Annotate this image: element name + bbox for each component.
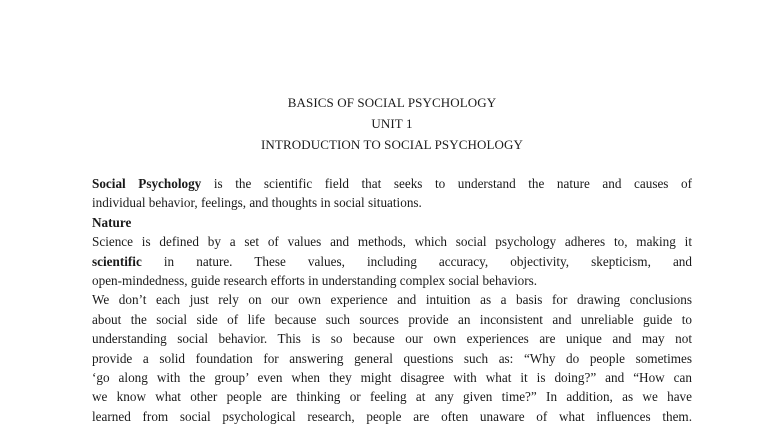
- nature-line-1: Science is defined by a set of values and methods, which social psychology adheres to, making it: [92, 234, 692, 250]
- nature-line-3: open-mindedness, guide research efforts in understanding complex social behaviors.: [92, 272, 538, 288]
- nature-line-2: [92, 252, 692, 271]
- unit-title: INTRODUCTION TO SOCIAL PSYCHOLOGY: [261, 137, 523, 152]
- intro-line-1: [92, 174, 692, 193]
- document-heading: [0, 92, 784, 155]
- experience-line-6: we know what other people are thinking or feeling at any given time?” In addition, as we have: [92, 389, 692, 405]
- nature-line-2-text: in nature. These values, including accuracy, objectivity, skepticism, and: [141, 253, 692, 269]
- document-body: [92, 174, 692, 426]
- experience-line-1: We don’t each just rely on our own experience and intuition as a basis for drawing conclusions: [92, 292, 692, 308]
- intro-line-1-text: is the scientific field that seeks to understand the nature and causes of: [201, 176, 692, 191]
- intro-line-2: individual behavior, feelings, and thoughts in social situations.: [92, 195, 422, 211]
- experience-line-4: provide a solid foundation for answering general questions such as: “Why do people sometimes: [92, 350, 692, 366]
- experience-line-2: about the social side of life because such sources provide an inconsistent and unreliable guide to: [92, 311, 692, 327]
- experience-line-5: ‘go along with the group’ even when they might disagree with what it is doing?” and “How can: [92, 369, 692, 385]
- section-title-nature: Nature: [92, 214, 132, 230]
- term-scientific: scientific: [92, 253, 142, 269]
- experience-line-7: learned from social psychological research, people are often unaware of what influences them.: [92, 408, 692, 424]
- experience-line-3: understanding social behavior. This is so because our own experiences are unique and may not: [92, 331, 692, 347]
- course-title: BASICS OF SOCIAL PSYCHOLOGY: [287, 95, 497, 110]
- unit-number: UNIT 1: [371, 116, 413, 131]
- term-social-psychology: Social Psychology: [92, 176, 202, 191]
